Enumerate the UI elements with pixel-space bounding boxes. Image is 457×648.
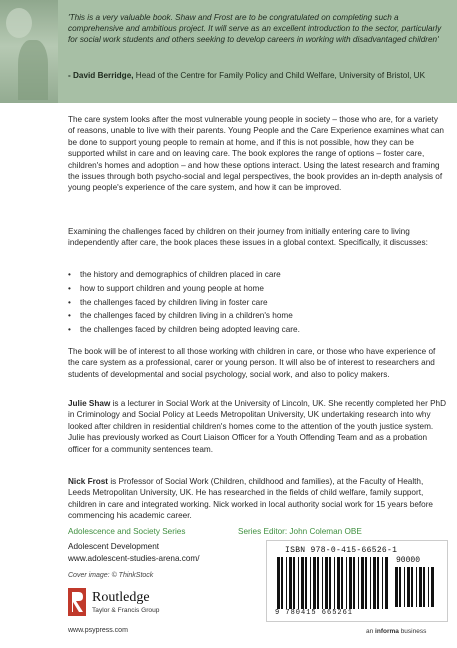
- series-name: Adolescence and Society Series: [68, 527, 186, 536]
- bio-julie-shaw: [68, 398, 446, 455]
- publisher-name: Routledge: [92, 590, 150, 605]
- series-line: [68, 527, 446, 536]
- isbn-barcode-block: [266, 540, 448, 622]
- publisher-url[interactable]: www.psypress.com: [68, 627, 128, 634]
- endorsement-affiliation: Head of the Centre for Family Policy and Child Welfare, University of Bristol, UK: [133, 71, 426, 80]
- publisher-group: Taylor & Francis Group: [92, 607, 160, 614]
- series-editor: Series Editor: John Coleman OBE: [238, 527, 362, 536]
- barcode-bar: [293, 557, 295, 609]
- barcode-bar: [423, 567, 425, 607]
- price-code: 90000: [396, 556, 421, 565]
- barcode-bar: [313, 557, 316, 609]
- list-item: • the challenges faced by children living in foster care: [68, 296, 446, 310]
- barcode-bar: [310, 557, 311, 609]
- author-bio: is a lecturer in Social Work at the University of Lincoln, UK. She recently completed her PhD in Criminology and Social Policy at Leeds Metropolitan University, UK undertaking research into why looked after children in residential children's homes come to the attention of the youth justice system. Julie has previously worked as Court Liaison Officer for a Youth Offending Team and as a probation officer for a community sentences team.: [68, 399, 447, 454]
- list-item: • how to support children and young people at home: [68, 282, 446, 296]
- list-item: • the challenges faced by children living in a children's home: [68, 309, 446, 323]
- barcode-bar: [337, 557, 340, 609]
- barcode-bar: [301, 557, 304, 609]
- barcode-bar: [361, 557, 364, 609]
- endorsement-quote: 'This is a very valuable book. Shaw and Frost are to be congratulated on completing such a comprehensive and ambitious project. It will serve as an excellent introduction to the sector, particularly for social work students and others seeking to develop careers in working with disadvantaged children': [68, 13, 442, 44]
- interest-paragraph: The book will be of interest to all those working with children in care, or those who have experience of the care system as a professional, carer or young person. It will also be of interest to researchers and students of developmental and social psychology, social work, and also to policy makers.: [68, 347, 436, 379]
- barcode-bar: [419, 567, 422, 607]
- barcode-bar: [322, 557, 323, 609]
- routledge-logo: [68, 588, 218, 618]
- barcode-digits: 9 780415 665261: [275, 609, 354, 617]
- barcode-bar: [431, 567, 434, 607]
- barcode-bar: [341, 557, 343, 609]
- barcode-bar: [353, 557, 355, 609]
- barcode-bar: [286, 557, 287, 609]
- intro-paragraph: The care system looks after the most vulnerable young people in society – those who are, for a variety of reasons, unable to live with their parents. Young People and the Care Experience examines what can be done to support young people to remain at home, and if this is not possible, how they can be supported whilst in care and on leaving care. The book explores the range of options – foster care, children's homes and adoption – and how these options interact. Using the latest research and framing the issues through both psycho-social and legal perspectives, the book provides an in-depth analysis of young people's experience of the care system, and how it can be improved.: [68, 115, 444, 193]
- cover-photo-strip: [0, 0, 58, 103]
- barcode-bar: [382, 557, 383, 609]
- author-name: Nick Frost: [68, 477, 109, 486]
- barcode-bar: [317, 557, 319, 609]
- informa-prefix: an: [366, 628, 376, 635]
- informa-suffix: business: [398, 628, 427, 635]
- barcode-bar: [281, 557, 283, 609]
- barcode-bar: [404, 567, 405, 607]
- barcode-bar: [428, 567, 429, 607]
- author-bio: is Professor of Social Work (Children, childhood and families), at the Faculty of Health, Leeds Metropolitan University, UK. He has researched in the fields of child welfare, family support, children in care and integrated working. Nick worked in local authority social work for 15 years before commencing his academic career.: [68, 477, 433, 521]
- list-item: • the history and demographics of children placed in care: [68, 268, 446, 282]
- barcode-bar: [325, 557, 328, 609]
- website-url[interactable]: www.adolescent-studies-arena.com/: [68, 554, 200, 563]
- isbn-number: ISBN 978-0-415-66526-1: [285, 546, 398, 555]
- author-name: Julie Shaw: [68, 399, 111, 408]
- barcode-bar: [298, 557, 299, 609]
- discusses-paragraph: Examining the challenges faced by children on their journey from initially entering care to living independently after care, the book places these issues in a global context. Specifically, it discusses:: [68, 227, 428, 248]
- barcode-bar: [289, 557, 292, 609]
- cover-credit: Cover image: © ThinkStock: [68, 572, 154, 579]
- barcode-bar: [346, 557, 347, 609]
- barcode-icon: [277, 557, 389, 609]
- informa-business-tag: [366, 628, 426, 635]
- barcode-bar: [411, 567, 413, 607]
- price-barcode-icon: [395, 567, 435, 607]
- barcode-bar: [349, 557, 352, 609]
- routledge-logo-icon: [68, 588, 86, 616]
- endorsement-attribution: [68, 70, 446, 81]
- list-item: • the challenges faced by children being adopted leaving care.: [68, 323, 446, 337]
- barcode-bar: [377, 557, 379, 609]
- barcode-bar: [305, 557, 307, 609]
- barcode-bar: [416, 567, 417, 607]
- bio-nick-frost: [68, 476, 446, 522]
- topics-list: [68, 268, 446, 337]
- barcode-bar: [370, 557, 371, 609]
- barcode-bar: [358, 557, 359, 609]
- barcode-bar: [334, 557, 335, 609]
- endorsement-author: - David Berridge,: [68, 71, 134, 80]
- barcode-bar: [329, 557, 331, 609]
- barcode-bar: [407, 567, 410, 607]
- barcode-bar: [277, 557, 280, 609]
- website-title: Adolescent Development: [68, 542, 160, 551]
- barcode-bar: [385, 557, 388, 609]
- barcode-bar: [365, 557, 367, 609]
- barcode-bar: [399, 567, 401, 607]
- barcode-bar: [395, 567, 398, 607]
- informa-wordmark: informa: [375, 628, 399, 635]
- barcode-bar: [373, 557, 376, 609]
- quote-panel: [0, 0, 457, 103]
